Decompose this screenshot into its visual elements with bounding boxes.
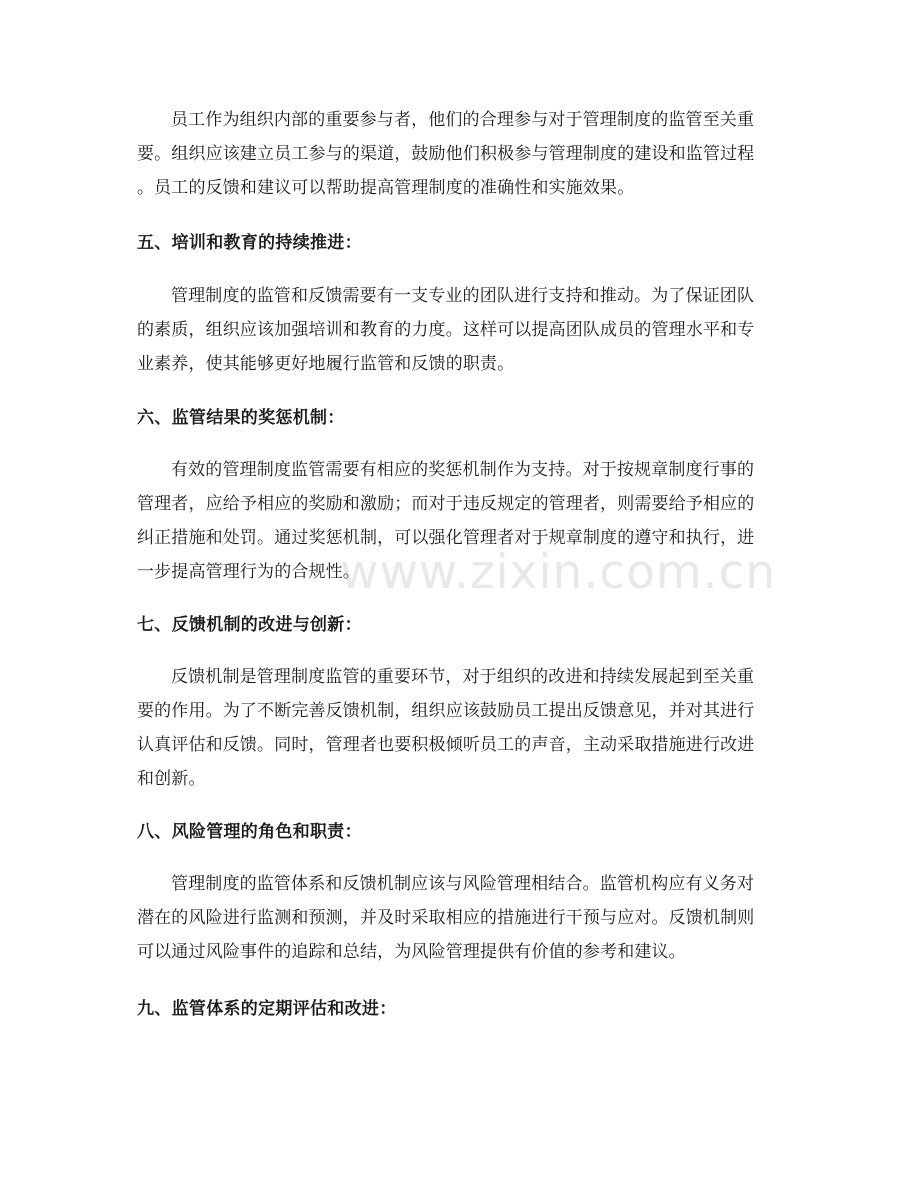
paragraph-feedback-improvement <box>137 660 787 796</box>
paragraph-risk-management <box>137 867 787 969</box>
text-line: 可以通过风险事件的追踪和总结，为风险管理提供有价值的参考和建议。 <box>137 942 686 962</box>
paragraph-employee-participation <box>137 103 787 205</box>
text-line: 。员工的反馈和建议可以帮助提高管理制度的准确性和实施效果。 <box>137 178 635 198</box>
section-heading-5: 五、培训和教育的持续推进： <box>137 233 362 253</box>
paragraph-training-education <box>137 279 787 381</box>
section-heading-8: 八、风险管理的角色和职责： <box>137 822 362 842</box>
text-line: 认真评估和反馈。同时，管理者也要积极倾听员工的声音，主动采取措施进行改进 <box>137 735 755 755</box>
text-line: 要的作用。为了不断完善反馈机制，组织应该鼓励员工提出反馈意见，并对其进行 <box>137 701 755 721</box>
section-heading-9: 九、监管体系的定期评估和改进： <box>137 999 397 1019</box>
section-heading-6: 六、监管结果的奖惩机制： <box>137 408 345 428</box>
text-line: 的素质，组织应该加强培训和教育的力度。这样可以提高团队成员的管理水平和专 <box>137 320 755 340</box>
text-line: 一步提高管理行为的合规性。 <box>137 562 360 582</box>
text-line: 反馈机制是管理制度监管的重要环节，对于组织的改进和持续发展起到至关重 <box>171 667 755 687</box>
text-line: 有效的管理制度监管需要有相应的奖惩机制作为支持。对于按规章制度行事的 <box>171 460 755 480</box>
text-line: 业素养，使其能够更好地履行监管和反馈的职责。 <box>137 354 515 374</box>
paragraph-reward-punishment <box>137 453 787 589</box>
text-line: 和创新。 <box>137 769 206 789</box>
text-line: 潜在的风险进行监测和预测，并及时采取相应的措施进行干预与应对。反馈机制则 <box>137 908 755 928</box>
watermark: www.zixin.com.cn <box>340 545 777 600</box>
section-heading-7: 七、反馈机制的改进与创新： <box>137 615 362 635</box>
text-line: 纠正措施和处罚。通过奖惩机制，可以强化管理者对于规章制度的遵守和执行，进 <box>137 528 755 548</box>
text-line: 员工作为组织内部的重要参与者，他们的合理参与对于管理制度的监管至关重 <box>171 110 755 130</box>
text-line: 要。组织应该建立员工参与的渠道，鼓励他们积极参与管理制度的建设和监管过程 <box>137 144 755 164</box>
text-line: 管理制度的监管和反馈需要有一支专业的团队进行支持和推动。为了保证团队 <box>171 286 755 306</box>
text-line: 管理制度的监管体系和反馈机制应该与风险管理相结合。监管机构应有义务对 <box>171 874 755 894</box>
text-line: 管理者，应给予相应的奖励和激励；而对于违反规定的管理者，则需要给予相应的 <box>137 494 755 514</box>
